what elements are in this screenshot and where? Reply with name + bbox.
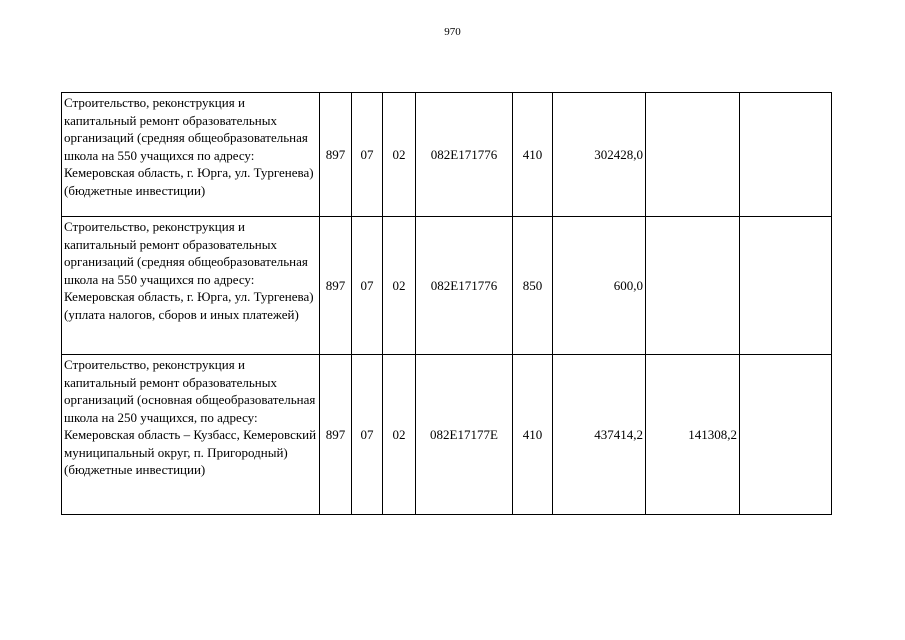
- amount-1: 302428,0: [553, 93, 646, 217]
- subsection-code: 02: [383, 93, 416, 217]
- target-article-code: 082E17177E: [416, 355, 513, 515]
- page-number: 970: [444, 26, 461, 38]
- row-description: Строительство, реконструкция и капитальный ремонт образовательных организаций (основная общеобразовательная школа на 250 учащихся, по адресу: Кемеровская область – Кузбасс, Кемеровский муниципальный округ, п. Пригородный) (бюджетные инвестиции): [62, 355, 320, 515]
- subsection-code: 02: [383, 355, 416, 515]
- ministry-code: 897: [320, 355, 352, 515]
- table-row: [62, 355, 832, 515]
- target-article-code: 082E171776: [416, 217, 513, 355]
- section-code: 07: [352, 355, 383, 515]
- ministry-code: 897: [320, 93, 352, 217]
- amount-3: [740, 355, 832, 515]
- section-code: 07: [352, 93, 383, 217]
- target-article-code: 082E171776: [416, 93, 513, 217]
- amount-3: [740, 217, 832, 355]
- amount-2: [646, 93, 740, 217]
- expense-type-code: 410: [513, 355, 553, 515]
- amount-1: 600,0: [553, 217, 646, 355]
- ministry-code: 897: [320, 217, 352, 355]
- row-description: Строительство, реконструкция и капитальный ремонт образовательных организаций (средняя общеобразовательная школа на 550 учащихся по адресу: Кемеровская область, г. Юрга, ул. Тургенева) (бюджетные инвестиции): [62, 93, 320, 217]
- expense-type-code: 410: [513, 93, 553, 217]
- row-description: Строительство, реконструкция и капитальный ремонт образовательных организаций (средняя общеобразовательная школа на 550 учащихся по адресу: Кемеровская область, г. Юрга, ул. Тургенева) (уплата налогов, сборов и иных платежей): [62, 217, 320, 355]
- subsection-code: 02: [383, 217, 416, 355]
- amount-2: [646, 217, 740, 355]
- table-row: [62, 93, 832, 217]
- table-row: [62, 217, 832, 355]
- budget-table: [61, 92, 832, 515]
- amount-3: [740, 93, 832, 217]
- amount-1: 437414,2: [553, 355, 646, 515]
- amount-2: 141308,2: [646, 355, 740, 515]
- section-code: 07: [352, 217, 383, 355]
- expense-type-code: 850: [513, 217, 553, 355]
